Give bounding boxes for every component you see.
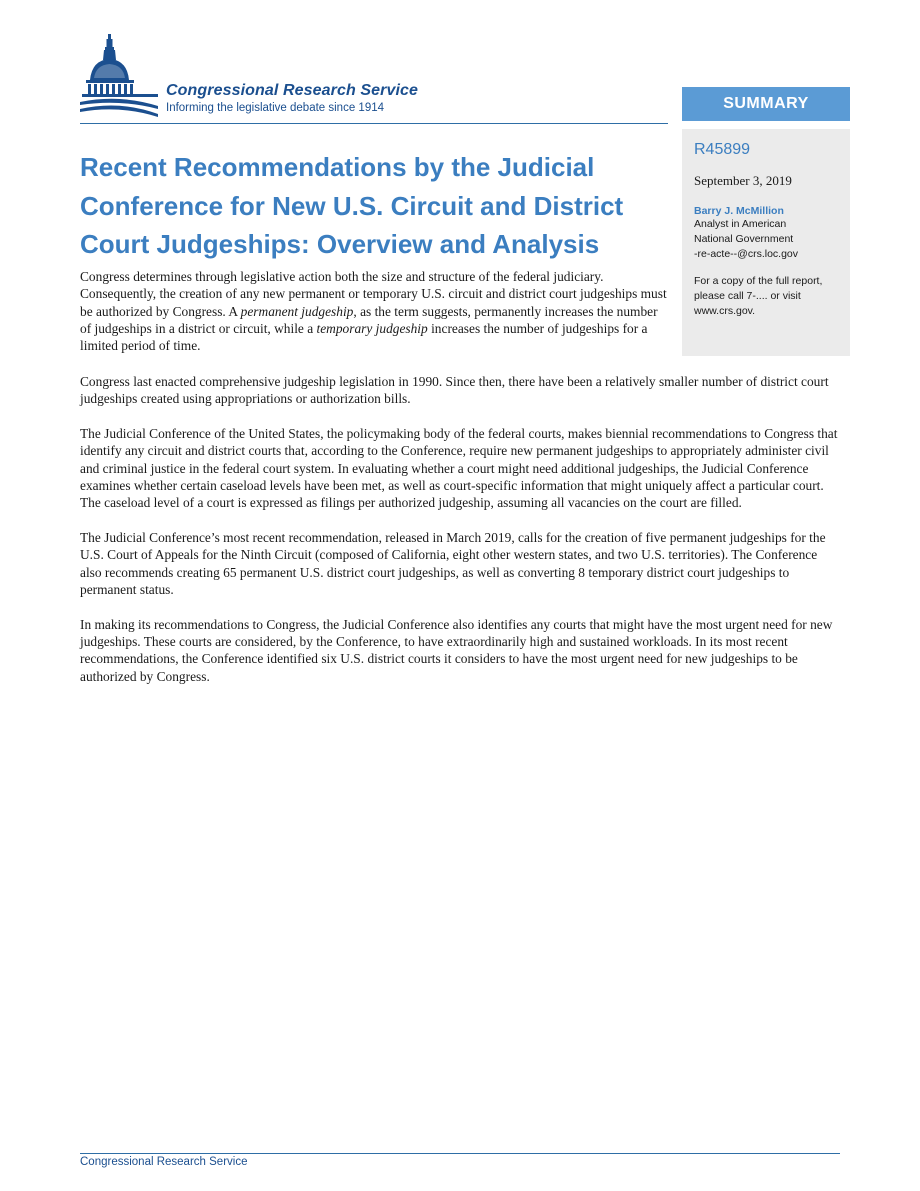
copy-note-line-3: www.crs.gov.	[694, 305, 756, 317]
capitol-dome-icon	[80, 34, 160, 122]
intro-text-3: increases the number of judgeships for a limited period of time.	[80, 320, 648, 354]
author-title-line-1: Analyst in American	[694, 218, 787, 230]
copy-note-line-1: For a copy of the full report,	[694, 275, 823, 287]
term-permanent-judgeship: permanent judgeship	[240, 303, 354, 319]
summary-label: SUMMARY	[682, 87, 850, 121]
intro-paragraph	[80, 268, 668, 354]
copy-note-line-2: please call 7-.... or visit	[694, 290, 801, 302]
document-title: Recent Recommendations by the Judicial Conference for New U.S. Circuit and District Court Judgeships: Overview and Analysis	[80, 152, 624, 259]
footer-divider	[80, 1153, 840, 1154]
report-id: R45899	[694, 141, 751, 158]
org-tagline: Informing the legislative debate since 1914	[166, 102, 385, 114]
summary-panel	[682, 129, 850, 356]
term-temporary-judgeship: temporary judgeship	[316, 320, 428, 336]
paragraph: The Judicial Conference of the United States, the policymaking body of the federal courts, makes biennial recommendations to Congress that identify any circuit and district courts that, according to the Conference, require new permanent judgeships to appropriately administer civil and criminal justice in the federal court system. In evaluating whether a court might need additional judgeships, the Judicial Conference examines whether certain caseload levels have been met, as well as court-specific information that might uniquely affect a particular court. The caseload level of a court is expressed as filings per authorized judgeship, assuming all vacancies on the court are filled.	[80, 426, 838, 511]
footer-org-name: Congressional Research Service	[80, 1156, 248, 1168]
paragraph: Congress last enacted comprehensive judgeship legislation in 1990. Since then, there have been a relatively smaller number of district court judgeships created using appropriations or authorization bills.	[80, 374, 829, 407]
intro-text-2: , as the term suggests, permanently increases the number of judgeships in a district or circuit, while a	[80, 303, 658, 336]
paragraph: In making its recommendations to Congress, the Judicial Conference also identifies any courts that might have the most urgent need for new judgeships. These courts are considered, by the Conference, to have extraordinarily high and sustained workloads. In its most recent recommendations, the Conference identified six U.S. district courts it considers to have the most urgent need for new judgeships to be authorized by Congress.	[80, 616, 833, 684]
copy-note	[694, 274, 838, 319]
body-paragraphs	[80, 373, 842, 702]
author-email: -re-acte--@crs.loc.gov	[694, 248, 799, 260]
header-divider	[80, 123, 668, 124]
paragraph: The Judicial Conference’s most recent recommendation, released in March 2019, calls for the creation of five permanent judgeships for the U.S. Court of Appeals for the Ninth Circuit (composed of California, eight other western states, and two U.S. territories). The Conference also recommends creating 65 permanent U.S. district court judgeships, as well as converting 8 temporary district court judgeships to permanent status.	[80, 530, 826, 597]
author-name: Barry J. McMillion	[694, 205, 784, 217]
org-name: Congressional Research Service	[166, 82, 419, 99]
intro-text-1: Congress determines through legislative action both the size and structure of the federal judiciary. Consequently, the creation of any new permanent or temporary U.S. circuit and district court judgeships must be authorized by Congress. A	[80, 269, 667, 319]
report-date: September 3, 2019	[694, 173, 792, 188]
author-title-line-2: National Government	[694, 233, 794, 245]
